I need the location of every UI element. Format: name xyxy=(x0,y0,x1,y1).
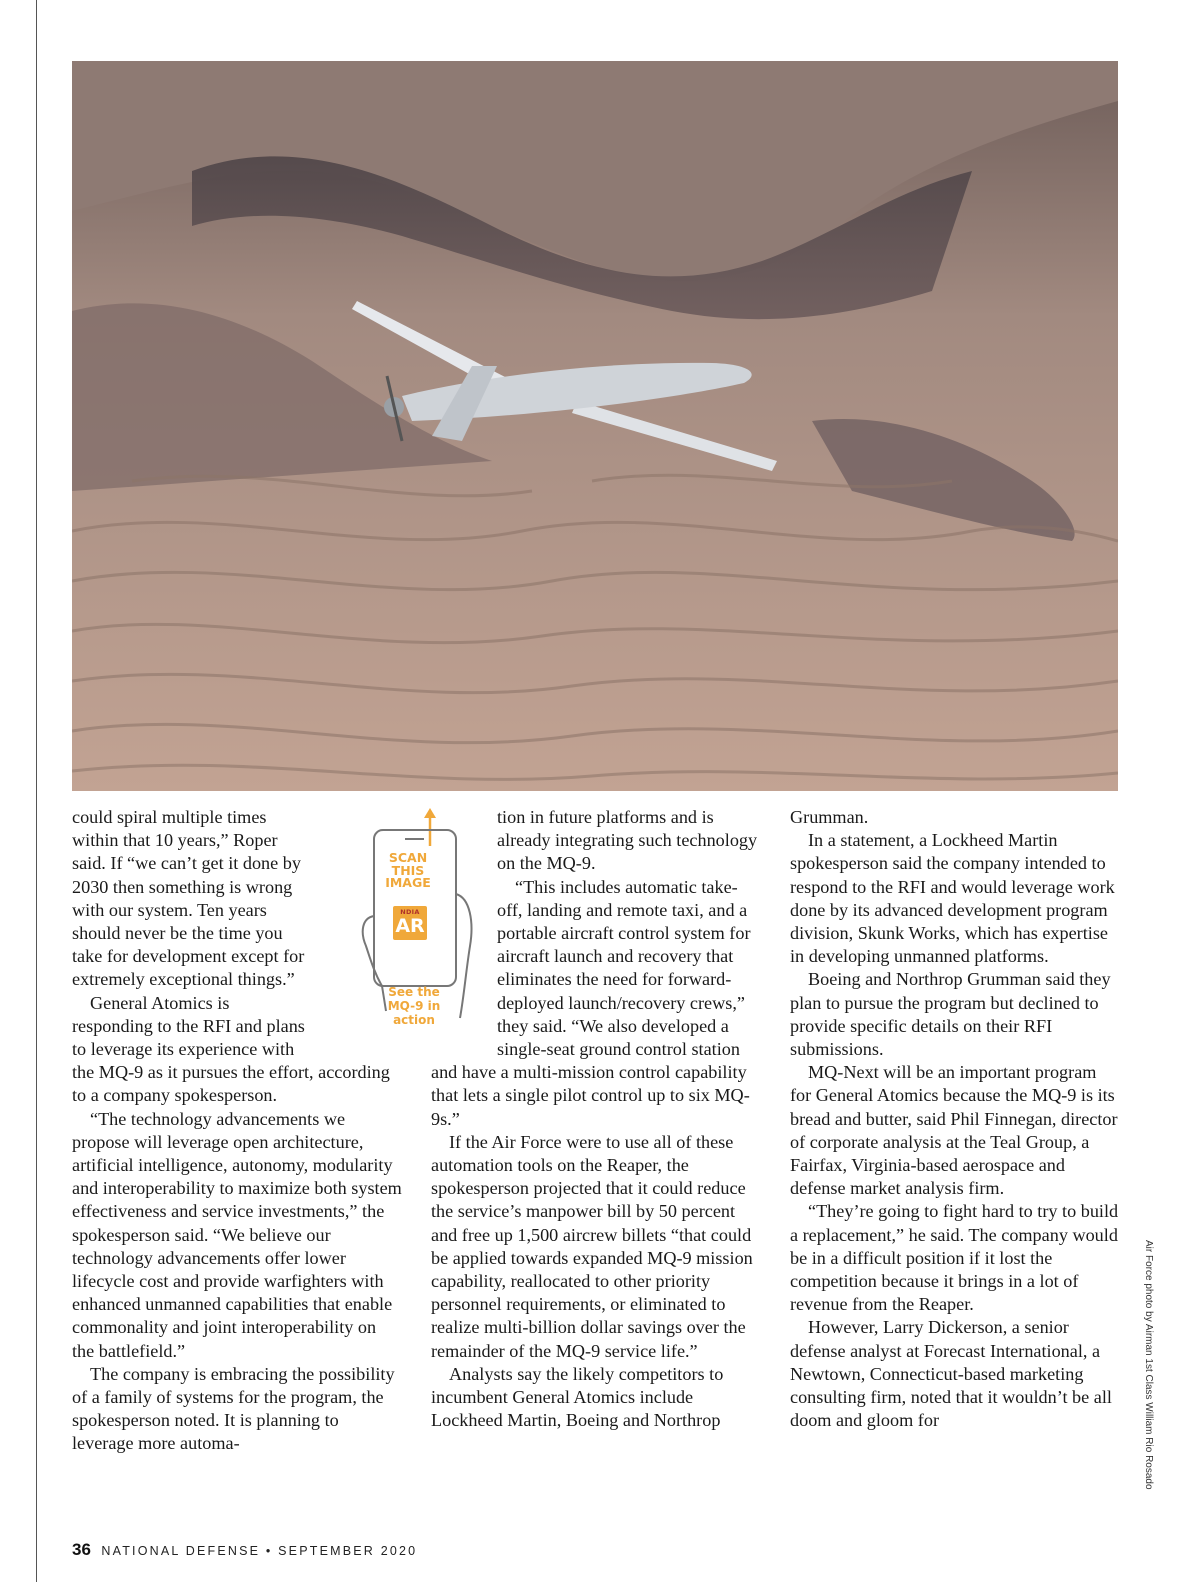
paragraph: “The technology advancements we propose will leverage open architecture, artificial intelligence, autonomy, modularity and interoperability to maximize both system effectiveness and service investments,” the spokesperson said. “We believe our technology advancements offer lower lifecycle cost and provide warfighters with enhanced unmanned capabilities that enable commonality and joint interoperability on the battlefield.” xyxy=(72,1108,402,1361)
paragraph: could spiral multiple times within that 10 years,” Roper said. If “we can’t get it done by 2030 then something is wrong with our system. Ten years should never be the time you take for development except for extremely exceptional things.” xyxy=(72,807,305,990)
paragraph: MQ-Next will be an important program for General Atomics because the MQ-9 is its bread and butter, said Phil Finnegan, director of corporate analysis at the Teal Group, a Fairfax, Virginia-based aerospace and defense market analysis firm. xyxy=(790,1062,1118,1199)
ar-graphic-spacer xyxy=(431,806,497,1042)
mq9-drone-photo xyxy=(72,61,1118,791)
paragraph: General Atomics is responding to the RFI and plans to leverage its experience with the MQ-9 as it pursues the effort, according to a company spokesperson. xyxy=(72,992,390,1106)
desert-drone-image xyxy=(72,61,1118,791)
page-edge-rule xyxy=(36,0,37,1582)
paragraph: tion in future platforms and is already integrating such technology on the MQ-9. xyxy=(497,807,758,874)
magazine-issue: NATIONAL DEFENSE • SEPTEMBER 2020 xyxy=(101,1544,418,1558)
paragraph: However, Larry Dickerson, a senior defense analyst at Forecast International, a Newtown, Connecticut-based marketing consulting firm, noted that it wouldn’t be all doom and gloom for xyxy=(790,1317,1112,1431)
article-column-2 xyxy=(431,806,761,1432)
paragraph: If the Air Force were to use all of these automation tools on the Reaper, the spokesperson projected that it could reduce the service’s manpower bill by 50 percent and free up 1,500 aircrew billets “that could be applied towards expanded MQ-9 mission capability, reallocated to other priority personnel requirements, or eliminated to realize multi-billion dollar savings over the remainder of the MQ-9 service life.” xyxy=(431,1131,753,1361)
paragraph: In a statement, a Lockheed Martin spokesperson said the company intended to respond to the RFI and would leverage work done by its advanced development program division, Skunk Works, which has expertise in developing unmanned platforms. xyxy=(790,830,1115,967)
article-column-3 xyxy=(790,806,1120,1432)
ar-graphic-spacer xyxy=(306,806,402,1042)
ndia-logo-text: NDIA xyxy=(400,908,420,916)
photo-credit: Air Force photo by Airman 1st Class William Rio Rosado xyxy=(1143,1240,1154,1490)
ar-caption: See the MQ-9 in action xyxy=(387,985,441,1027)
paragraph: Grumman. xyxy=(790,807,869,827)
page-number: 36 xyxy=(72,1540,91,1559)
article-column-1 xyxy=(72,806,402,1456)
paragraph: “This includes automatic take-off, landing and remote taxi, and a portable aircraft control system for aircraft launch and recovery that eliminates the need for forward-deployed launch/recovery crews,” they said. “We also developed a single-seat ground control station and have a multi-mission control capability that lets a single pilot control up to six MQ-9s.” xyxy=(431,876,751,1129)
paragraph: The company is embracing the possibility of a family of systems for the program, the spokesperson noted. It is planning to leverage more automa- xyxy=(72,1363,395,1454)
paragraph: Boeing and Northrop Grumman said they plan to pursue the program but declined to provide specific details on their RFI submissions. xyxy=(790,969,1111,1060)
ar-logo-text: AR xyxy=(395,915,425,937)
paragraph: “They’re going to fight hard to try to build a replacement,” he said. The company would be in a difficult position if it lost the competition because it brings in a lot of revenue from the Reaper. xyxy=(790,1201,1119,1315)
page-footer xyxy=(72,1540,417,1560)
paragraph: Analysts say the likely competitors to incumbent General Atomics include Lockheed Martin, Boeing and Northrop xyxy=(431,1363,724,1431)
ar-scan-text: SCAN THIS IMAGE xyxy=(385,850,431,890)
